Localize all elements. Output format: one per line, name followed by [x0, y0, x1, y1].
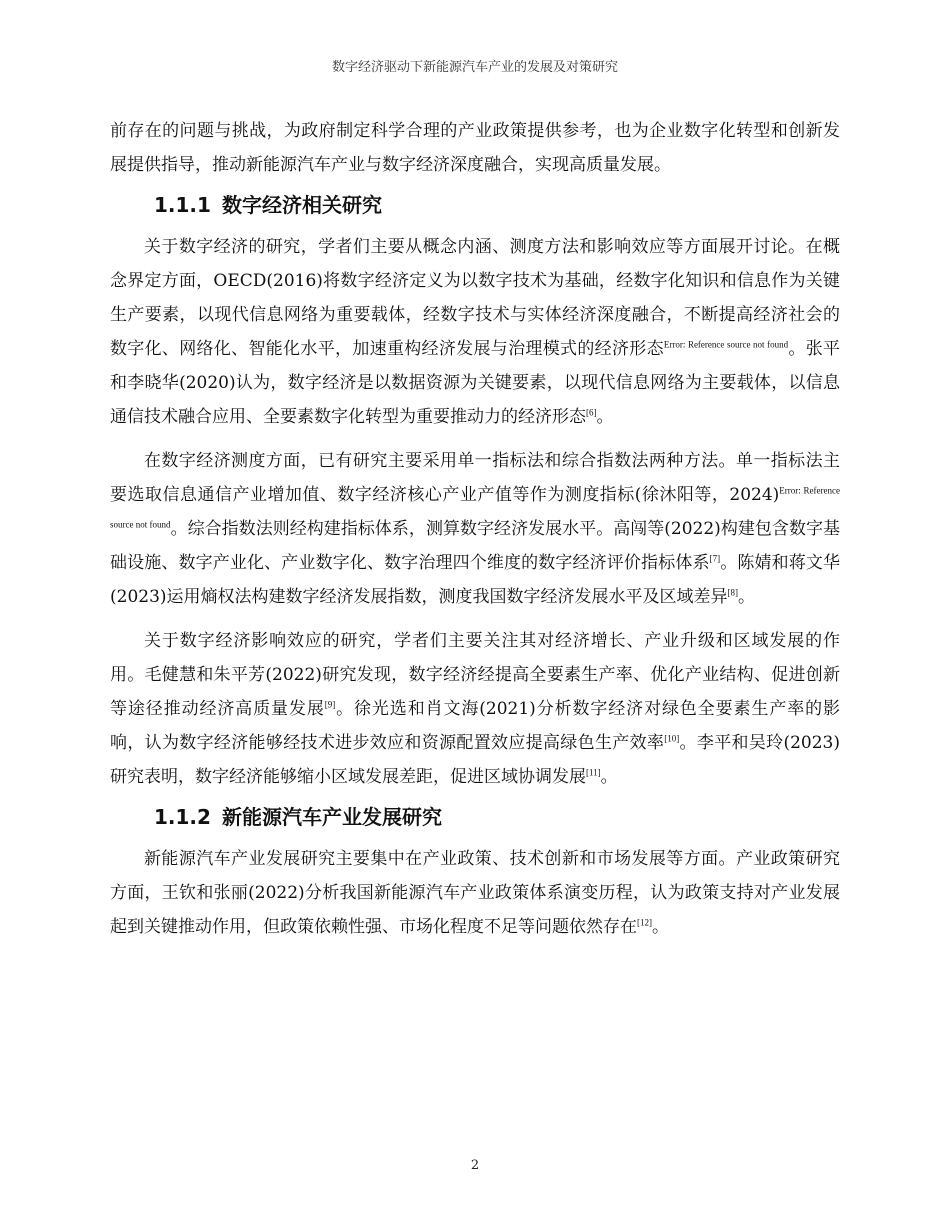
citation-marker[interactable]: Error: Reference source not found: [110, 485, 840, 530]
paragraph-text: 。: [652, 917, 669, 937]
paragraph-text: 。陈婧和蒋文华(2023)运用熵权法构建数字经济发展指数，测度我国数字经济发展水平及区域差异: [110, 553, 841, 607]
page-body: [110, 114, 840, 944]
citation-marker[interactable]: [8]: [727, 587, 739, 598]
paragraph-digital-economy-measurement: [110, 444, 840, 614]
paragraph-text: 关于数字经济影响效应的研究，学者们主要关注其对经济增长、产业升级和区域发展的作用。毛健慧和朱平芳(2022)研究发现，数字经济经提高全要素生产率、优化产业结构、促进创新等途径推动经济高质量发展: [110, 631, 840, 719]
section-heading-nev-industry: [154, 798, 840, 836]
citation-marker[interactable]: [10]: [664, 733, 680, 744]
paragraph-text: 。李平和吴玲(2023)研究表明，数字经济能够缩小区域发展差距，促进区域协调发展: [110, 733, 841, 787]
page-number: 2: [470, 1158, 480, 1173]
paragraph-text: 。张平和李晓华(2020)认为，数字经济是以数据资源为关键要素，以现代信息网络为主要载体，以信息通信技术融合应用、全要素数字化转型为重要推动力的经济形态: [110, 339, 841, 427]
paragraph-text: 。综合指数法则经构建指标体系，测算数字经济发展水平。高闯等(2022)构建包含数字基础设施、数字产业化、产业数字化、数字治理四个维度的数字经济评价指标体系: [110, 519, 840, 573]
section-number: 1.1.1: [154, 193, 211, 217]
paragraph-text: 在数字经济测度方面，已有研究主要采用单一指标法和综合指数法两种方法。单一指标法主要选取信息通信产业增加值、数字经济核心产业产值等作为测度指标(徐沐阳等，2024): [110, 451, 840, 505]
citation-marker[interactable]: [6]: [586, 407, 597, 418]
section-number: 1.1.2: [154, 805, 211, 829]
paragraph-text: 。: [600, 767, 618, 787]
paragraph-digital-economy-effects: [110, 624, 840, 794]
paragraph-text: 。: [738, 587, 756, 607]
citation-marker[interactable]: [9]: [324, 699, 336, 710]
section-heading-digital-economy: [154, 186, 840, 224]
paragraph-intro-continuation: [110, 114, 840, 182]
paragraph-text: 前存在的问题与挑战，为政府制定科学合理的产业政策提供参考，也为企业数字化转型和创新发展提供指导，推动新能源汽车产业与数字经济深度融合，实现高质量发展。: [110, 121, 840, 175]
paragraph-nev-industry-policy: [110, 842, 840, 944]
paragraph-text: 。徐光选和肖文海(2021)分析数字经济对绿色全要素生产率的影响，认为数字经济能够经技术进步效应和资源配置效应提高绿色生产效率: [110, 699, 841, 753]
paragraph-digital-economy-concept: [110, 230, 840, 434]
citation-marker[interactable]: [12]: [637, 917, 652, 928]
citation-marker[interactable]: [11]: [586, 767, 601, 778]
citation-marker[interactable]: [7]: [709, 553, 721, 564]
citation-marker[interactable]: Error: Reference source not found: [663, 339, 789, 350]
paragraph-text: 关于数字经济的研究，学者们主要从概念内涵、测度方法和影响效应等方面展开讨论。在概念界定方面，OECD(2016)将数字经济定义为以数字技术为基础，经数字化知识和信息作为关键生产要素，以现代信息网络为重要载体，经数字技术与实体经济深度融合，不断提高经济社会的数字化、网络化、智能化水平，加速重构经济发展与治理模式的经济形态: [110, 237, 840, 359]
section-title: 数字经济相关研究: [222, 193, 382, 217]
paragraph-text: 。: [596, 407, 614, 427]
section-title: 新能源汽车产业发展研究: [222, 805, 442, 829]
running-header: 数字经济驱动下新能源汽车产业的发展及对策研究: [331, 60, 618, 75]
paragraph-text: 新能源汽车产业发展研究主要集中在产业政策、技术创新和市场发展等方面。产业政策研究方面，王钦和张丽(2022)分析我国新能源汽车产业政策体系演变历程，认为政策支持对产业发展起到关键推动作用，但政策依赖性强、市场化程度不足等问题依然存在: [110, 849, 840, 937]
